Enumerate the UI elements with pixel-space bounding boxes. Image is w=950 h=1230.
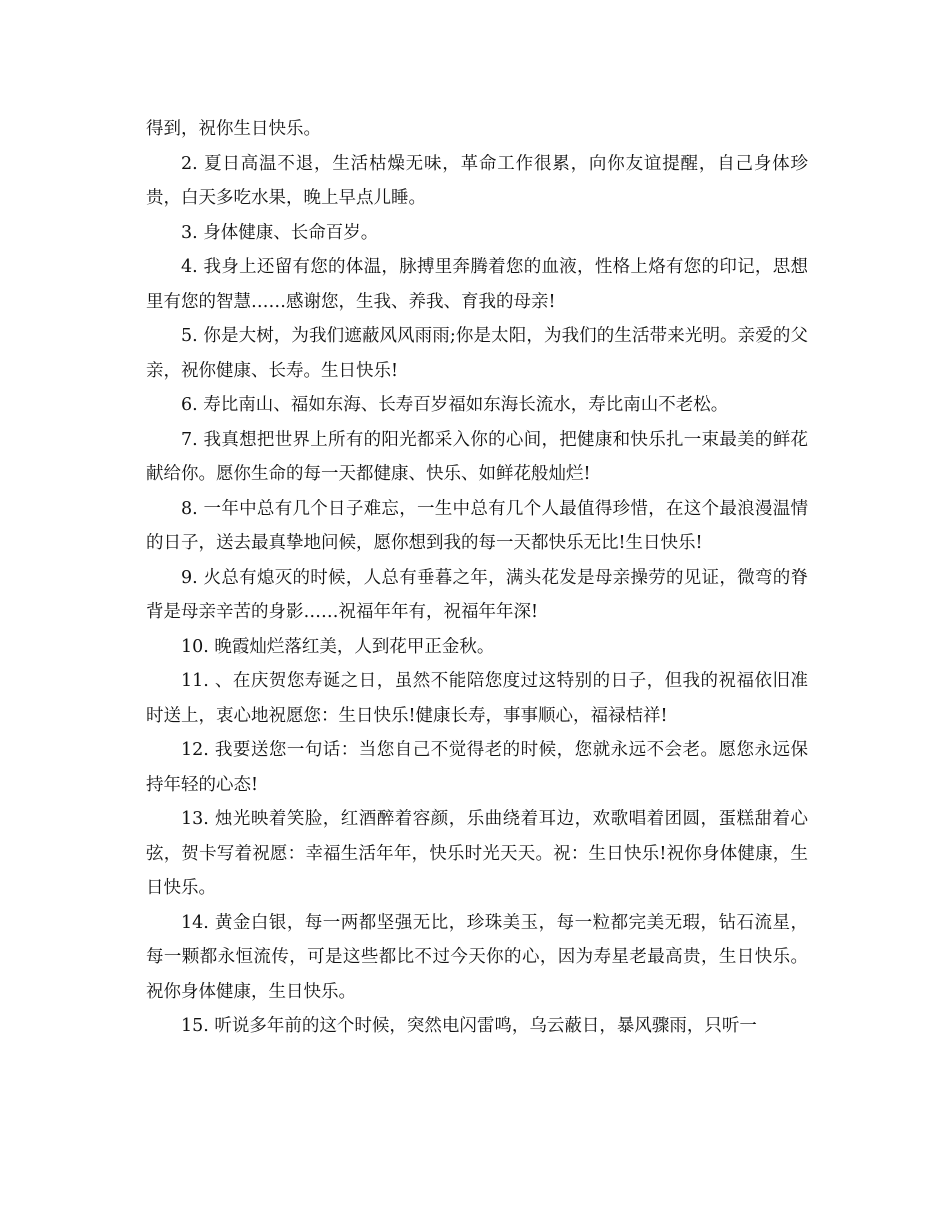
paragraph-2: 2. 夏日高温不退，生活枯燥无味，革命工作很累，向你友谊提醒，自己身体珍贵，白天多吃水果，晚上早点儿睡。: [146, 153, 808, 208]
document-page: [146, 112, 808, 1044]
paragraph-12: 12. 我要送您一句话：当您自己不觉得老的时候，您就永远不会老。愿您永远保持年轻的心态!: [146, 740, 808, 795]
paragraph-5: 5. 你是大树，为我们遮蔽风风雨雨;你是太阳，为我们的生活带来光明。亲爱的父亲，祝你健康、长寿。生日快乐!: [146, 326, 808, 381]
paragraph-8: 8. 一年中总有几个日子难忘，一生中总有几个人最值得珍惜，在这个最浪漫温情的日子，送去最真挚地问候，愿你想到我的每一天都快乐无比!生日快乐!: [146, 498, 808, 553]
paragraph-15: 15. 听说多年前的这个时候，突然电闪雷鸣，乌云蔽日，暴风骤雨，只听一: [181, 1016, 757, 1036]
paragraph-3: 3. 身体健康、长命百岁。: [181, 222, 379, 243]
paragraph-6: 6. 寿比南山、福如东海、长寿百岁福如东海长流水，寿比南山不老松。: [181, 395, 729, 415]
paragraph-11: 11. 、在庆贺您寿诞之日，虽然不能陪您度过这特别的日子，但我的祝福依旧准时送上，衷心地祝愿您：生日快乐!健康长寿，事事顺心，福禄桔祥!: [146, 671, 808, 726]
paragraph-continuation: 得到，祝你生日快乐。: [146, 119, 321, 139]
paragraph-9: 9. 火总有熄灭的时候，人总有垂暮之年，满头花发是母亲操劳的见证，微弯的脊背是母亲辛苦的身影……祝福年年有，祝福年年深!: [146, 567, 808, 622]
paragraph-7: 7. 我真想把世界上所有的阳光都采入你的心间，把健康和快乐扎一束最美的鲜花献给你。愿你生命的每一天都健康、快乐、如鲜花般灿烂!: [146, 429, 808, 484]
paragraph-14: 14. 黄金白银，每一两都坚强无比，珍珠美玉，每一粒都完美无瑕，钻石流星，每一颗都永恒流传，可是这些都比不过今天你的心，因为寿星老最高贵，生日快乐。祝你身体健康，生日快乐。: [146, 912, 808, 1002]
paragraph-10: 10. 晚霞灿烂落红美，人到花甲正金秋。: [181, 636, 495, 657]
paragraph-13: 13. 烛光映着笑脸，红酒醉着容颜，乐曲绕着耳边，欢歌唱着团圆，蛋糕甜着心弦，贺卡写着祝愿：幸福生活年年，快乐时光天天。祝：生日快乐!祝你身体健康，生日快乐。: [146, 809, 808, 898]
paragraph-4: 4. 我身上还留有您的体温，脉搏里奔腾着您的血液，性格上烙有您的印记，思想里有您的智慧……感谢您，生我、养我、育我的母亲!: [146, 257, 808, 312]
